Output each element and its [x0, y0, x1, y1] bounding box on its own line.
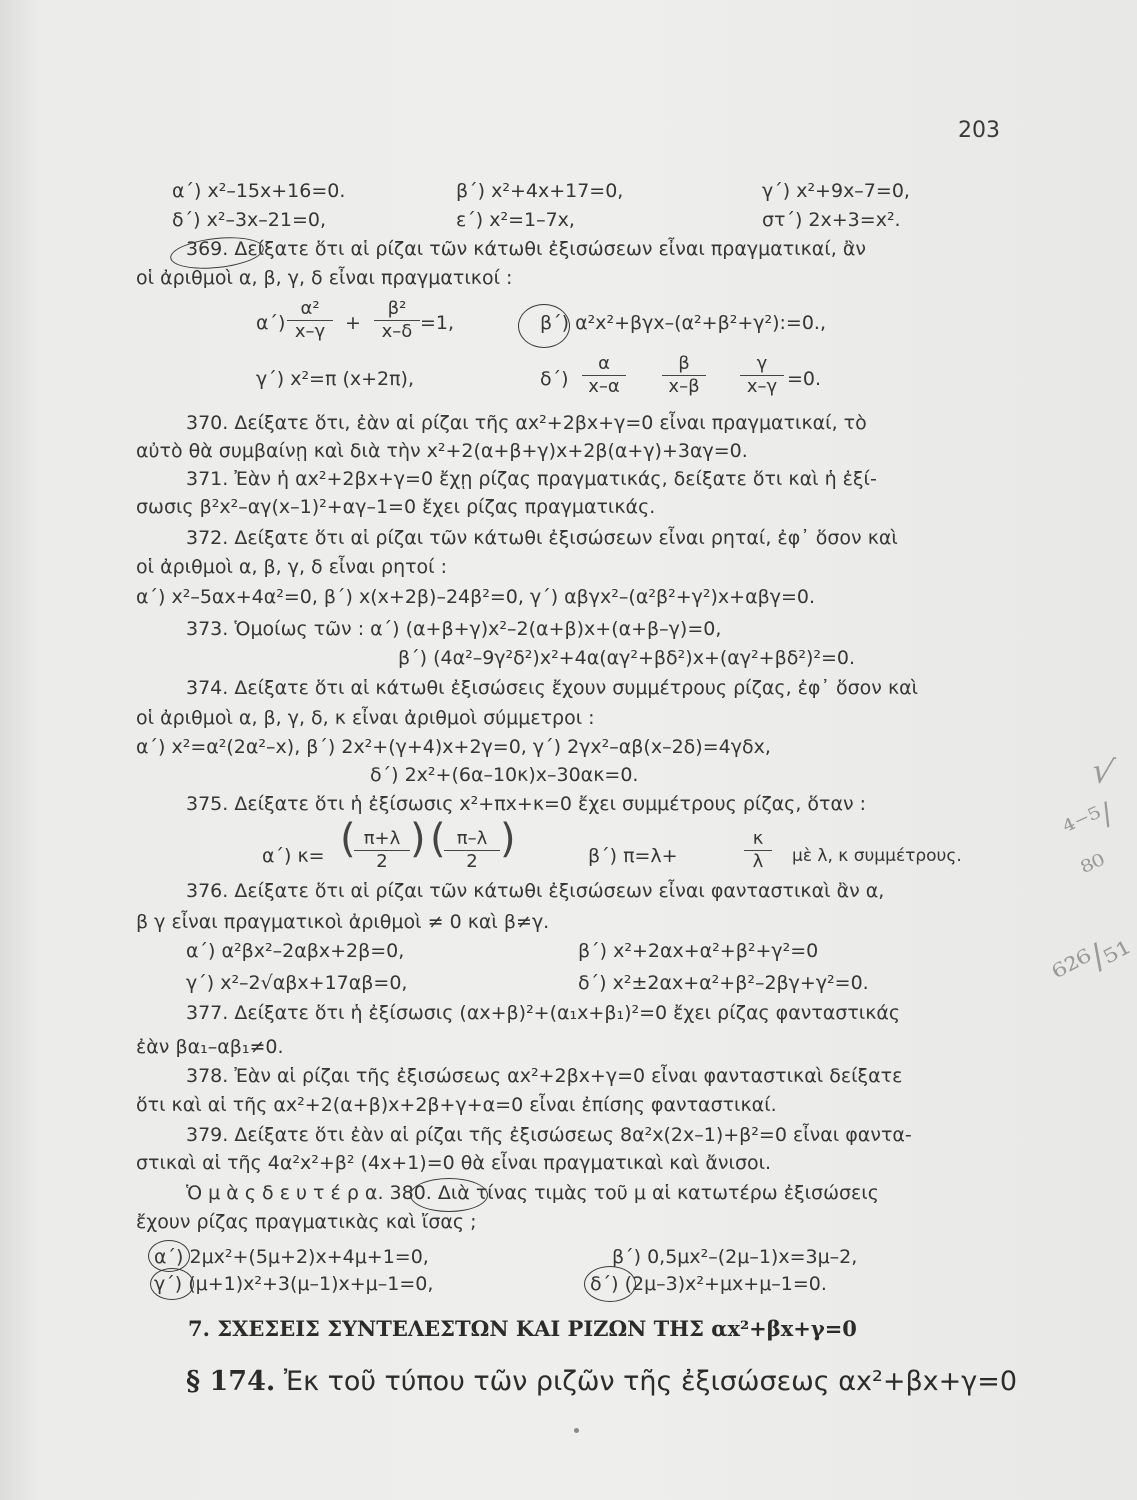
- fraction: $\frac{\pi+\lambda}{2}$: [354, 828, 410, 873]
- text-line: 376. Δείξατε ὅτι αἱ ρίζαι τῶν κάτωθι ἐξισώσεων εἶναι φανταστικαὶ ἂν α,: [186, 880, 885, 902]
- text-line: αὐτὸ θὰ συμβαίνῃ καὶ διὰ τὴν x²+2(α+β+γ)x+2β(α+γ)+3αγ=0.: [136, 440, 748, 462]
- text-line: α΄) x²=α²(2α²–x), β΄) 2x²+(γ+4)x+2γ=0, γ΄) 2γx²–αβ(x–2δ)=4γδx,: [136, 736, 771, 758]
- speck: [574, 1428, 579, 1433]
- chapter-heading: 7. ΣΧΕΣΕΙΣ ΣΥΝΤΕΛΕΣΤΩΝ ΚΑΙ ΡΙΖΩΝ ΤΗΣ αx²+βx+γ=0: [188, 1316, 857, 1341]
- text-line: γ΄) x²=π (x+2π),: [256, 368, 415, 390]
- pen-circle-mark: [584, 1266, 636, 1302]
- text-line: Ὁ μ ὰ ς δ ε υ τ έ ρ α. 380. Διὰ τίνας τιμὰς τοῦ μ αἱ κατωτέρω ἐξισώσεις: [186, 1182, 879, 1204]
- text-line: α΄) κ=: [262, 845, 325, 867]
- text-line: μὲ λ, κ συμμέτρους.: [792, 846, 962, 866]
- text-line: ἔχουν ρίζας πραγματικὰς καὶ ἴσας ;: [136, 1211, 477, 1233]
- text-line: 371. Ἐὰν ἡ αx²+2βx+γ=0 ἔχῃ ρίζας πραγματικάς, δείξατε ὅτι καὶ ἡ ἐξί-: [186, 468, 877, 490]
- text-line: δ΄) 2x²+(6α–10κ)x–30ακ=0.: [370, 764, 639, 786]
- text-line: α΄) x²–15x+16=0.: [172, 180, 346, 202]
- text-line: 375. Δείξατε ὅτι ἡ ἐξίσωσις x²+πx+κ=0 ἔχει συμμέτρους ρίζας, ὅταν :: [186, 793, 867, 815]
- pencil-note: ⁴⁻⁵/₈₀: [1058, 796, 1119, 881]
- text-line: οἱ ἀριθμοὶ α, β, γ, δ εἶναι πραγματικοί :: [136, 267, 513, 289]
- fraction: $\frac{\text{α²}}{x-\gamma}$: [287, 298, 333, 343]
- text-line: ἐὰν βα₁–αβ₁≠0.: [136, 1036, 284, 1058]
- text-line: β΄) π=λ+: [588, 845, 678, 867]
- text-line: ε΄) x²=1–7x,: [456, 209, 575, 231]
- paren-close: ): [500, 816, 516, 862]
- text-line: 372. Δείξατε ὅτι αἱ ρίζαι τῶν κάτωθι ἐξισώσεων εἶναι ρηταί, ἐφ᾽ ὅσον καὶ: [186, 527, 898, 549]
- text-line: στικαὶ αἱ τῆς 4α²x²+β² (4x+1)=0 θὰ εἶναι πραγματικαὶ καὶ ἄνισοι.: [136, 1152, 772, 1174]
- pencil-note: √: [1088, 750, 1117, 794]
- text-line: β γ εἶναι πραγματικοὶ ἀριθμοὶ ≠ 0 καὶ β≠γ.: [136, 911, 550, 933]
- text-line: β΄) x²+2αx+α²+β²+γ²=0: [578, 940, 819, 962]
- pencil-note: ⁶²⁶/₅₁: [1047, 923, 1137, 997]
- fraction: $\frac{\alpha}{x-\alpha}$: [582, 353, 626, 398]
- section-heading: [186, 1366, 1017, 1397]
- text-line: δ΄): [540, 368, 569, 390]
- fraction: $\frac{\kappa}{\lambda}$: [744, 828, 772, 873]
- text-line: α΄): [256, 312, 286, 334]
- section-symbol: § 174.: [186, 1366, 276, 1397]
- text-line: 378. Ἐὰν αἱ ρίζαι τῆς ἐξισώσεως αx²+2βx+γ=0 εἶναι φανταστικαὶ δείξατε: [186, 1065, 903, 1087]
- text-line: α΄) 2μx²+(5μ+2)x+4μ+1=0,: [154, 1246, 429, 1268]
- text-line: 373. Ὁμοίως τῶν : α΄) (α+β+γ)x²–2(α+β)x+(α+β–γ)=0,: [186, 618, 722, 640]
- pen-circle-mark: [150, 1268, 194, 1300]
- text-line: +: [345, 312, 361, 334]
- text-line: γ΄) (μ+1)x²+3(μ–1)x+μ–1=0,: [154, 1273, 434, 1295]
- text-line: β΄) 0,5μx²–(2μ–1)x=3μ–2,: [612, 1246, 858, 1268]
- text-line: σωσις β²x²–αγ(x–1)²+αγ–1=0 ἔχει ρίζας πραγματικάς.: [136, 496, 656, 518]
- section-text: Ἐκ τοῦ τύπου τῶν ριζῶν τῆς ἐξισώσεως αx²+βx+γ=0: [283, 1366, 1018, 1397]
- text-line: 374. Δείξατε ὅτι αἱ κάτωθι ἐξισώσεις ἔχουν συμμέτρους ρίζας, ἐφ᾽ ὅσον καὶ: [186, 677, 919, 699]
- fraction: $\frac{\pi-\lambda}{2}$: [444, 828, 500, 873]
- text-line: α΄) x²–5αx+4α²=0, β΄) x(x+2β)–24β²=0, γ΄) αβγx²–(α²β²+γ²)x+αβγ=0.: [136, 586, 816, 608]
- pen-circle-mark: [518, 304, 570, 348]
- fraction: $\frac{\beta}{x-\beta}$: [662, 353, 706, 398]
- paren-close: ): [410, 816, 426, 862]
- text-line: στ΄) 2x+3=x².: [762, 209, 901, 231]
- text-line: οἱ ἀριθμοὶ α, β, γ, δ εἶναι ρητοί :: [136, 556, 448, 578]
- text-line: β΄) x²+4x+17=0,: [456, 180, 624, 202]
- text-line: δ΄) x²–3x–21=0,: [172, 209, 326, 231]
- text-line: ὅτι καὶ αἱ τῆς αx²+2(α+β)x+2β+γ+α=0 εἶναι ἐπίσης φανταστικαί.: [136, 1094, 777, 1116]
- text-line: 369. Δείξατε ὅτι αἱ ρίζαι τῶν κάτωθι ἐξισώσεων εἶναι πραγματικαί, ἂν: [186, 238, 866, 260]
- text-line: γ΄) x²–2√αβx+17αβ=0,: [186, 972, 408, 994]
- text-line: α΄) α²βx²–2αβx+2β=0,: [186, 940, 405, 962]
- paren-open: (: [340, 816, 356, 862]
- text-line: β΄) (4α²–9γ²δ²)x²+4α(αγ²+βδ²)x+(αγ²+βδ²)²=0.: [398, 647, 856, 669]
- text-line: =1,: [420, 312, 455, 334]
- text-line: =0.: [787, 368, 822, 390]
- text-line: 370. Δείξατε ὅτι, ἐὰν αἱ ρίζαι τῆς αx²+2βx+γ=0 εἶναι πραγματικαί, τὸ: [186, 412, 867, 434]
- text-line: β΄) α²x²+βγx–(α²+β²+γ²):=0.,: [540, 312, 827, 334]
- paren-open: (: [430, 816, 446, 862]
- text-line: οἱ ἀριθμοὶ α, β, γ, δ, κ εἶναι ἀριθμοὶ σύμμετροι :: [136, 707, 595, 729]
- text-line: 377. Δείξατε ὅτι ἡ ἐξίσωσις (αx+β)²+(α₁x+β₁)²=0 ἔχει ρίζας φανταστικάς: [186, 1002, 901, 1024]
- text-line: δ΄) x²±2αx+α²+β²–2βγ+γ²=0.: [578, 972, 869, 994]
- pen-circle-mark: [410, 1178, 488, 1212]
- text-line: δ΄) (2μ–3)x²+μx+μ–1=0.: [590, 1273, 827, 1295]
- text-line: γ΄) x²+9x–7=0,: [762, 180, 910, 202]
- fraction: $\frac{\text{β²}}{x-\delta}$: [374, 298, 420, 343]
- page-number: 203: [958, 118, 1000, 143]
- text-line: 379. Δείξατε ὅτι ἐὰν αἱ ρίζαι τῆς ἐξισώσεως 8α²x(2x–1)+β²=0 εἶναι φαντα-: [186, 1124, 912, 1146]
- fraction: $\frac{\gamma}{x-\gamma}$: [740, 353, 784, 398]
